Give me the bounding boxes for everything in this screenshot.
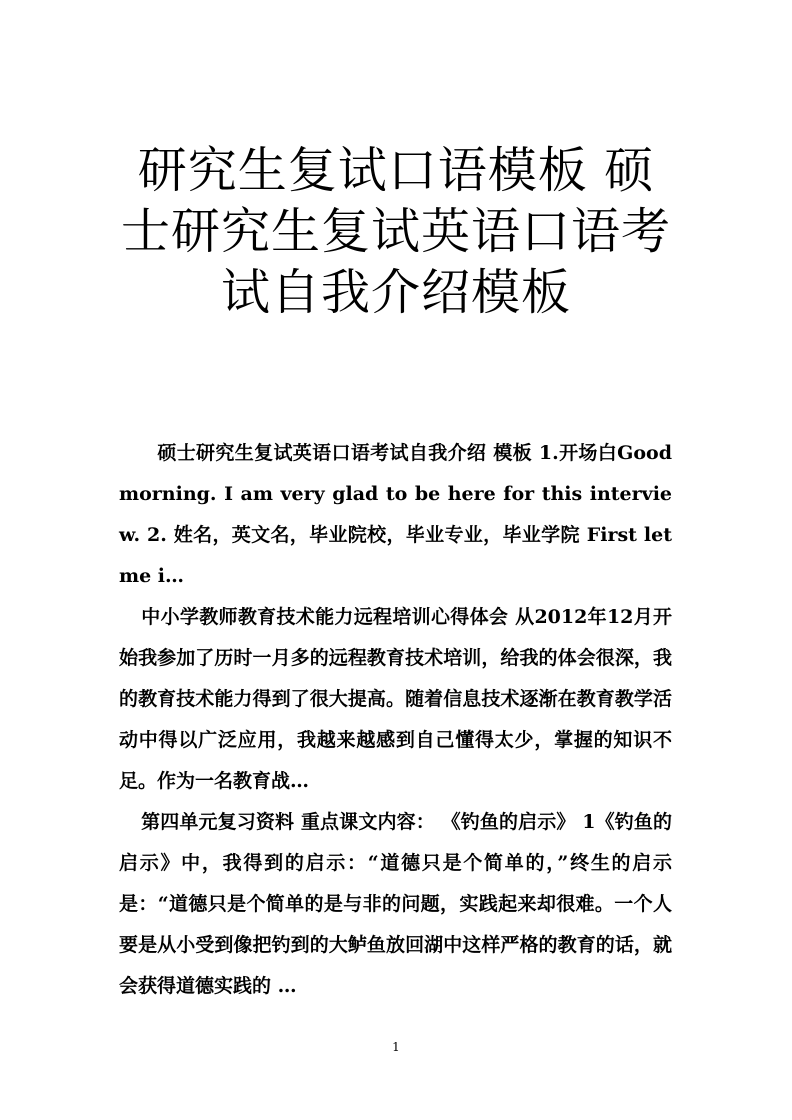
paragraph-text: 中小学教师教育技术能力远程培训心得体会 从2012年12月开始我参加了历时一月多的远程教育技术培训，给我的体会很深，我的教育技术能力得到了很大提高。随着信息技术逐渐在教育教学活动中得以广泛应用，我越来越感到自己懂得太少，掌握的知识不足。作为一名教育战… (119, 606, 672, 792)
paragraph-unit-review (119, 802, 672, 1007)
document-body (119, 433, 672, 1007)
page-number: 1 (392, 1040, 400, 1054)
document-title: 研究生复试口语模板 硕士研究生复试英语口语考试自我介绍模板 (120, 142, 671, 321)
paragraph-interview-intro (119, 433, 672, 597)
paragraph-teacher-training (119, 597, 672, 802)
paragraph-text: 硕士研究生复试英语口语考试自我介绍 模板 1.开场白Good morning. I am very glad to be here for this interview. 2. 姓名，英文名，毕业院校，毕业专业，毕业学院 First let me i… (119, 442, 672, 587)
paragraph-text: 第四单元复习资料 重点课文内容： 《钓鱼的启示》 1《钓鱼的启示》中，我得到的启示：“道德只是个简单的，”终生的启示是：“道德只是个简单的是与非的问题，实践起来却很难。一个人要是从小受到像把钓到的大鲈鱼放回湖中这样严格的教育的话，就会获得道德实践的 … (119, 811, 672, 997)
